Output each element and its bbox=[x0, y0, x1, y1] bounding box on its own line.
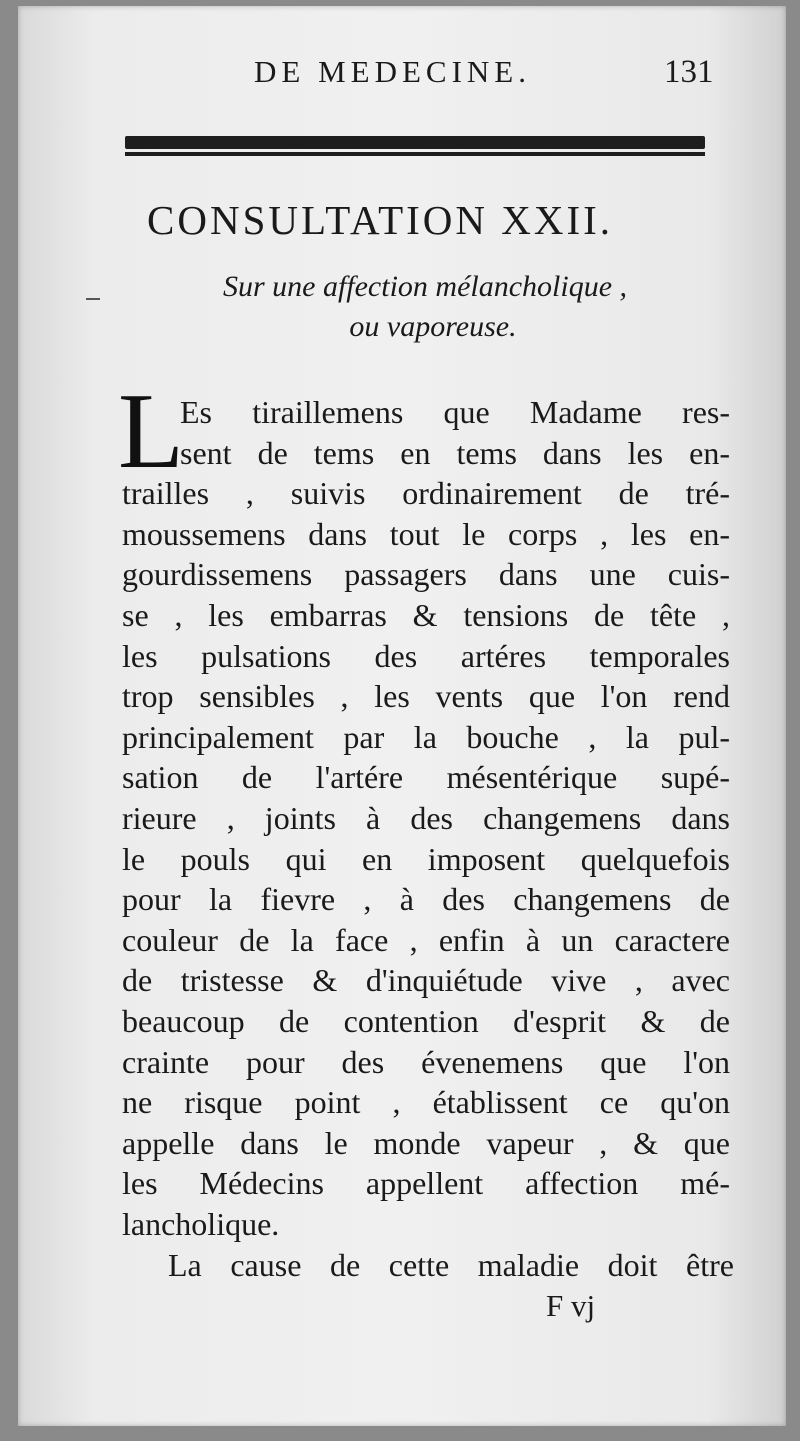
text-line: trop sensibles , les vents que l'on rend bbox=[122, 678, 730, 715]
text-line: appelle dans le monde vapeur , & que bbox=[122, 1124, 730, 1161]
consultation-title: CONSULTATION XXII. bbox=[147, 197, 614, 243]
running-head: DE MEDECINE. bbox=[254, 54, 531, 89]
text-line: sent de tems en tems dans les en- bbox=[180, 434, 730, 471]
text-line: pour la fievre , à des changemens de bbox=[122, 881, 730, 918]
text-line: les pulsations des artéres temporales bbox=[122, 637, 730, 674]
text-line: moussemens dans tout le corps , les en- bbox=[122, 515, 730, 552]
text-line: le pouls qui en imposent quelquefois bbox=[122, 840, 730, 877]
text-line: Es tiraillemens que Madame res- bbox=[180, 394, 730, 430]
header-rule-thin bbox=[125, 152, 705, 156]
subtitle-line-2: ou vaporeuse. bbox=[349, 310, 517, 343]
text-line: principalement par la bouche , la pul- bbox=[122, 718, 730, 755]
text-line: lancholique. bbox=[122, 1206, 280, 1242]
subtitle-line-1: Sur une affection mélancholique , bbox=[222, 270, 628, 303]
drop-cap: L bbox=[118, 372, 184, 491]
text-line: ne risque point , établissent ce qu'on bbox=[122, 1084, 730, 1121]
text-line: La cause de cette maladie doit être bbox=[168, 1246, 734, 1283]
page-number: 131 bbox=[664, 54, 714, 90]
text-line: crainte pour des évenemens que l'on bbox=[122, 1043, 730, 1080]
text-line: couleur de la face , enfin à un caractere bbox=[122, 921, 730, 958]
text-line: gourdissemens passagers dans une cuis- bbox=[122, 556, 730, 593]
header-rule-thick bbox=[125, 136, 705, 149]
text-line: de tristesse & d'inquiétude vive , avec bbox=[122, 962, 730, 999]
text-line: trailles , suivis ordinairement de tré- bbox=[122, 475, 730, 512]
text-line: les Médecins appellent affection mé- bbox=[122, 1165, 730, 1202]
catchword: F vj bbox=[546, 1288, 596, 1323]
text-line: sation de l'artére mésentérique supé- bbox=[122, 759, 730, 796]
text-line: rieure , joints à des changemens dans bbox=[122, 800, 730, 836]
text-line: se , les embarras & tensions de tête , bbox=[122, 597, 730, 633]
margin-mark bbox=[86, 298, 100, 300]
text-line: beaucoup de contention d'esprit & de bbox=[122, 1003, 730, 1039]
